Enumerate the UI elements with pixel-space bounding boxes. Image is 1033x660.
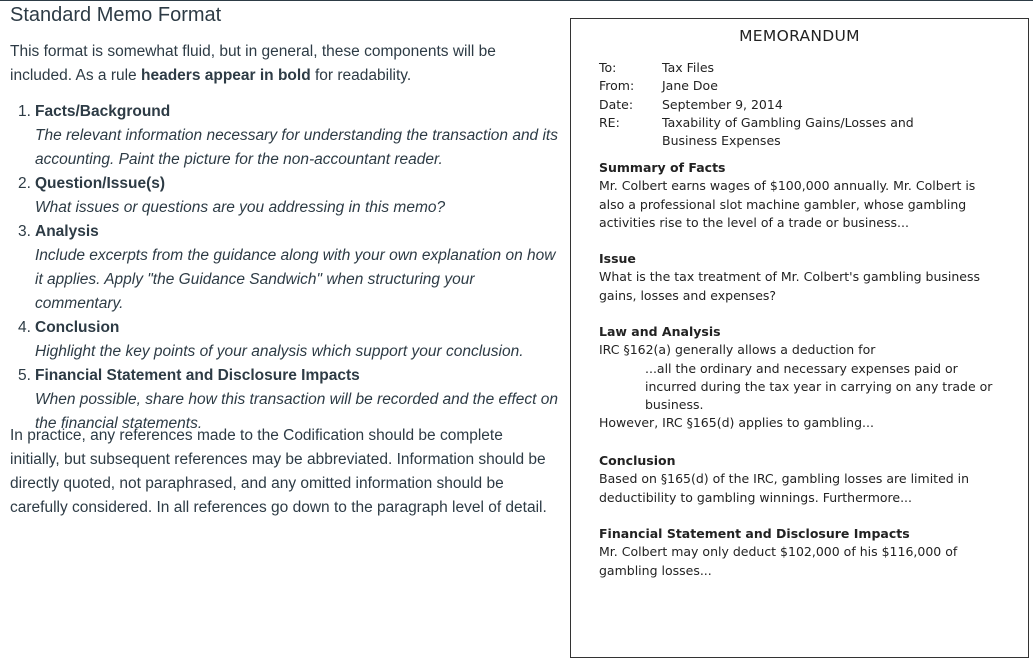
item-label: Facts/Background — [35, 103, 171, 120]
section-text: Mr. Colbert may only deduct $102,000 of his $116,000 of gambling losses... — [599, 544, 958, 578]
memo-impacts-section — [599, 525, 999, 580]
section-heading: Summary of Facts — [599, 160, 726, 175]
item-label: Conclusion — [35, 319, 120, 336]
top-divider — [0, 0, 1033, 1]
section-text: What is the tax treatment of Mr. Colbert's gambling business gains, losses and expenses? — [599, 269, 981, 303]
memo-header — [599, 59, 932, 150]
component-list — [18, 100, 558, 436]
item-label: Financial Statement and Disclosure Impacts — [35, 367, 360, 384]
section-heading: Conclusion — [599, 453, 676, 468]
guidance-quote: ...all the ordinary and necessary expenses paid or incurred during the tax year in carrying on any trade or business. — [645, 360, 993, 413]
section-text: Mr. Colbert earns wages of $100,000 annually. Mr. Colbert is also a professional slot machine gambler, whose gambling activities rise to the level of a trade or business... — [599, 178, 976, 230]
list-item-facts: 1. Facts/Background The relevant information necessary for understanding the transaction and its accounting. Paint the picture for the non-accountant reader. — [18, 100, 558, 172]
memo-analysis-section — [599, 323, 999, 433]
memo-title: MEMORANDUM — [739, 27, 860, 45]
item-label: Analysis — [35, 223, 99, 240]
intro-bold-text: headers appear in bold — [140, 67, 311, 84]
item-label: Question/Issue(s) — [35, 175, 166, 192]
section-heading: Financial Statement and Disclosure Impacts — [599, 526, 910, 541]
section-text: IRC §162(a) generally allows a deduction for — [599, 342, 876, 358]
item-description: What issues or questions are you addressing in this memo? — [35, 199, 446, 216]
intro-text-end: for readability. — [310, 67, 412, 84]
item-description: When possible, share how this transaction will be recorded and the effect on the financial statements. — [35, 391, 558, 432]
memo-header-from: From: Jane Doe — [599, 78, 718, 94]
memo-header-date: Date: September 9, 2014 — [599, 96, 783, 112]
memo-example — [570, 18, 1029, 658]
memo-conclusion-section — [599, 452, 999, 507]
item-description: Include excerpts from the guidance along with your own explanation on how it applies. Apply "the Guidance Sandwich" when structuring your commentary. — [35, 247, 556, 312]
section-text: However, IRC §165(d) applies to gambling... — [599, 415, 874, 431]
intro-paragraph — [10, 40, 550, 88]
page-title: Standard Memo Format — [10, 4, 222, 26]
memo-header-re: RE: Taxability of Gambling Gains/Losses and Business Expenses — [599, 114, 914, 149]
list-item-impacts: 5. Financial Statement and Disclosure Impacts When possible, share how this transaction will be recorded and the effect on the financial statements. — [18, 364, 558, 436]
section-heading: Law and Analysis — [599, 324, 721, 339]
practice-paragraph: In practice, any references made to the Codification should be complete initially, but subsequent references may be abbreviated. Information should be directly quoted, not paraphrased, and any omitted information should be carefully considered. In all references go down to the paragraph level of detail. — [10, 427, 547, 516]
list-item-question: 2. Question/Issue(s) What issues or questions are you addressing in this memo? — [18, 172, 558, 220]
item-description: Highlight the key points of your analysis which support your conclusion. — [35, 343, 524, 360]
memo-header-to: To: Tax Files — [599, 60, 715, 75]
list-item-analysis: 3. Analysis Include excerpts from the guidance along with your own explanation on how it applies. Apply "the Guidance Sandwich" when structuring your commentary. — [18, 220, 558, 316]
section-text: Based on §165(d) of the IRC, gambling losses are limited in deductibility to gambling winnings. Furthermore... — [599, 471, 970, 505]
intro-text-start: This format is somewhat fluid, but in general, these components will be included. As a rule — [10, 43, 496, 84]
memo-issue-section — [599, 250, 999, 305]
section-heading: Issue — [599, 251, 636, 266]
memo-summary-section — [599, 159, 999, 232]
item-description: The relevant information necessary for understanding the transaction and its accounting. Paint the picture for the non-accountant reader. — [35, 127, 558, 168]
list-item-conclusion: 4. Conclusion Highlight the key points of your analysis which support your conclusion. — [18, 316, 558, 364]
